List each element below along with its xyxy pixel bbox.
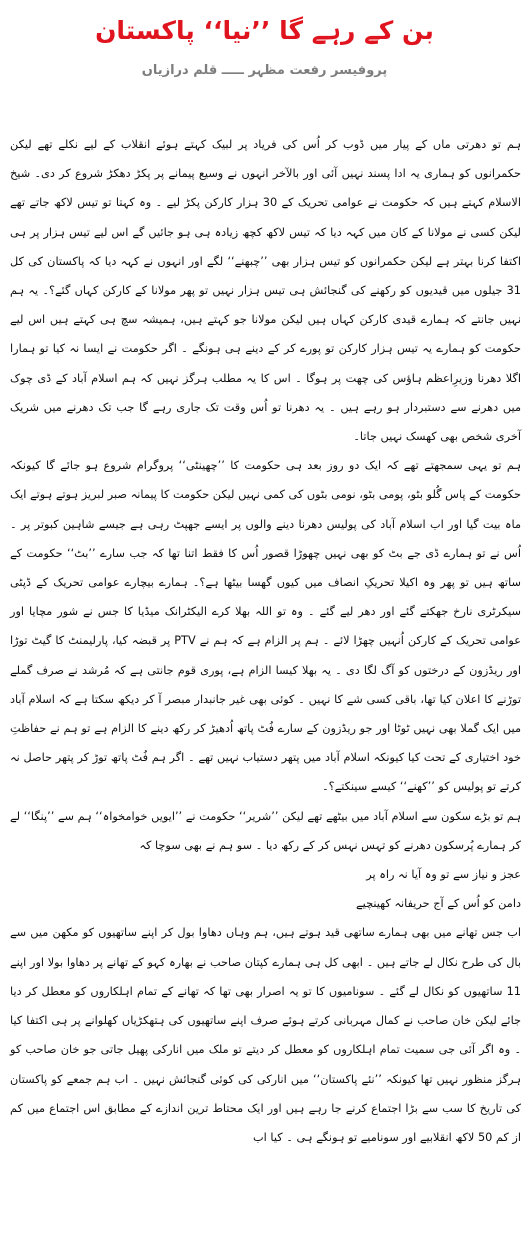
article-headline: بن کے رہے گا ’’نیا‘‘ پاکستان (95, 16, 434, 45)
verse-line-1: عجز و نیاز سے تو وہ آیا نہ راہ پر (366, 868, 521, 882)
article-paragraph-1: ہم تو دھرتی ماں کے پیار میں ڈوب کر اُس کی فریاد پر لبیک کہتے ہوئے انقلاب کے لیے نکلے تھے لیکن حکمرانوں کو ہماری یہ ادا پسند نہیں آئی اور بالآخر انہوں نے وسیع پیمانے پر پکڑ دھکڑ شروع کر دی۔ شیخ الاسلام کہتے ہیں کہ حکومت نے عوامی تحریک کے 30 ہزار کارکن پکڑ لیے ۔ وہ کہتا تو تیس لاکھ جاتے تھے لیکن کسی نے مولانا کے کان میں کہہ دیا کہ تیس لاکھ کچھ زیادہ ہی ہو جائیں گے اس لیے تیس ہزار پر ہی اکتفا کرنا بہتر ہے لیکن حکمرانوں کو تیس ہزار بھی ’’چبھنے‘‘ لگے اور انہوں نے کہہ دیا کہ پاکستان کی کل 31 جیلوں میں قیدیوں کو رکھنے کی گنجائش ہی تیس ہزار نہیں تو پھر مولانا کے کارکن کہاں گئے؟۔ یہ ہم نہیں جانتے کہ ہمارے قیدی کارکن کہاں ہیں لیکن مولانا جو کہتے ہیں، ہمیشہ سچ ہی کہتے ہیں اس لیے حکومت کو ہمارے یہ تیس ہزار کارکن تو پورے کر کے دینے ہی ہونگے ۔ اگر حکومت نے ایسا نہ کیا تو ہمارا اگلا دھرنا وزیرِاعظم ہاؤس کی چھت پر ہوگا ۔ اس کا یہ مطلب ہرگز نہیں کہ ہم اسلام آباد کے ڈی چوک میں دھرنے سے دستبردار ہو رہے ہیں ۔ یہ دھرنا تو اُس وقت تک جاری رہے گا جب تک دھرنے میں شریک آخری شخص بھی کھسک نہیں جاتا۔ (10, 138, 521, 444)
article-paragraph-4: اب جس تھانے میں بھی ہمارے ساتھی قید ہوتے ہیں، ہم وہاں دھاوا بول کر اپنے ساتھیوں کو مکھن میں سے بال کی طرح نکال لے جاتے ہیں ۔ ابھی کل ہی ہمارے کپتان صاحب نے بھارہ کہو کے تھانے پر دھاوا بولا اور اپنے 11 ساتھیوں کو نکال لے گئے ۔ سونامیوں کا تو یہ اصرار بھی تھا کہ تھانے کے تمام اہلکاروں کو معطل کر دیا جائے لیکن خان صاحب نے کمال مہربانی کرتے ہوئے صرف اپنے ساتھیوں کی ہتھکڑیاں کھلوانے پر ہی اکتفا کیا ۔ وہ اگر آئی جی سمیت تمام اہلکاروں کو معطل کر دیتے تو ملک میں انارکی پھیل جاتی جو خان صاحب کو ہرگز منظور نہیں تھا کیونکہ ’’نئے پاکستان‘‘ میں انارکی کی کوئی گنجائش نہیں ۔ اب ہم جمعے کو پاکستان کی تاریخ کا سب سے بڑا اجتماع کرنے جا رہے ہیں اور ایک محتاط ترین اندازے کے مطابق اس اجتماع میں کم از کم 50 لاکھ انقلابیے اور سونامیے تو ہونگے ہی ۔ کیا اب (10, 926, 521, 1144)
article-byline: پروفیسر رفعت مظہر ـــــ قلم درازیاں (141, 63, 388, 78)
verse-line-2: دامن کو اُس کے آج حریفانہ کھینچیے (356, 897, 521, 911)
article-paragraph-2: ہم تو یہی سمجھتے تھے کہ ایک دو روز بعد ہی حکومت کا ’’چھینٹی‘‘ پروگرام شروع ہو جائے گا کیونکہ حکومت کے پاس گُلو بٹو، پومی بٹو، نومی بٹوں کی کمی نہیں لیکن حکومت کا پیمانہ صبر لبریز ہوتے ہوتے ایک ماہ بیت گیا اور اب اسلام آباد کی پولیس دھرنا دینے والوں پر ایسے جھپٹ رہی ہے جیسے شاہین کبوتر پر ۔ اُس نے تو ہمارے ڈی جے بٹ کو بھی نہیں چھوڑا قصور اُس کا فقط اتنا تھا کہ جب سارے ’’بٹ‘‘ حکومت کے ساتھ ہیں تو پھر وہ اکیلا تحریکِ انصاف میں کیوں گھسا بیٹھا ہے؟۔ ہمارے بیچارے عوامی تحریک کے ڈپٹی سیکرٹری نارخ جھکتے گئے اور دھر لیے گئے ۔ وہ تو اللہ بھلا کرے الیکٹرانک میڈیا کا جس نے شور مچایا اور عوامی تحریک کے کارکن اُنہیں چھڑا لائے ۔ ہم پر الزام ہے کہ ہم نے PTV پر قبضہ کیا، پارلیمنٹ کا گیٹ توڑا اور ریڈزون کے درختوں کو آگ لگا دی ۔ یہ بھلا کیسا الزام ہے، پوری قوم جانتی ہے کہ مُرشد نے صرف گملے توڑنے کا اعلان کیا تھا، باقی کسی شے کا نہیں ۔ کوئی بھی غیر جانبدار مبصر آ کر دیکھ سکتا ہے کہ اسلام آباد میں ایک گملا بھی نہیں ٹوٹا اور جو ریڈزون کے سارے فُٹ پاتھ اُدھیڑ کر رکھ دینے کا الزام ہے تو ہم نے حفاظتِ خود اختیاری کے تحت کیا کیونکہ اسلام آباد میں پتھر دستیاب نہیں تھے ۔ اگر ہم فُٹ پاتھ توڑ کر پتھر حاصل نہ کرتے تو پولیس کو ’’کھنے‘‘ کیسے سینکتے؟۔ (10, 459, 521, 794)
article-body (10, 130, 521, 1152)
article-paragraph-3: ہم تو بڑے سکون سے اسلام آباد میں بیٹھے تھے لیکن ’’شریر‘‘ حکومت نے ’’ایویں خوامخواہ‘‘ ہم سے ’’پنگا‘‘ لے کر ہمارے پُرسکون دھرنے کو تہس نہس کر کے رکھ دیا ۔ سو ہم نے بھی سوچا کہ (10, 809, 521, 852)
